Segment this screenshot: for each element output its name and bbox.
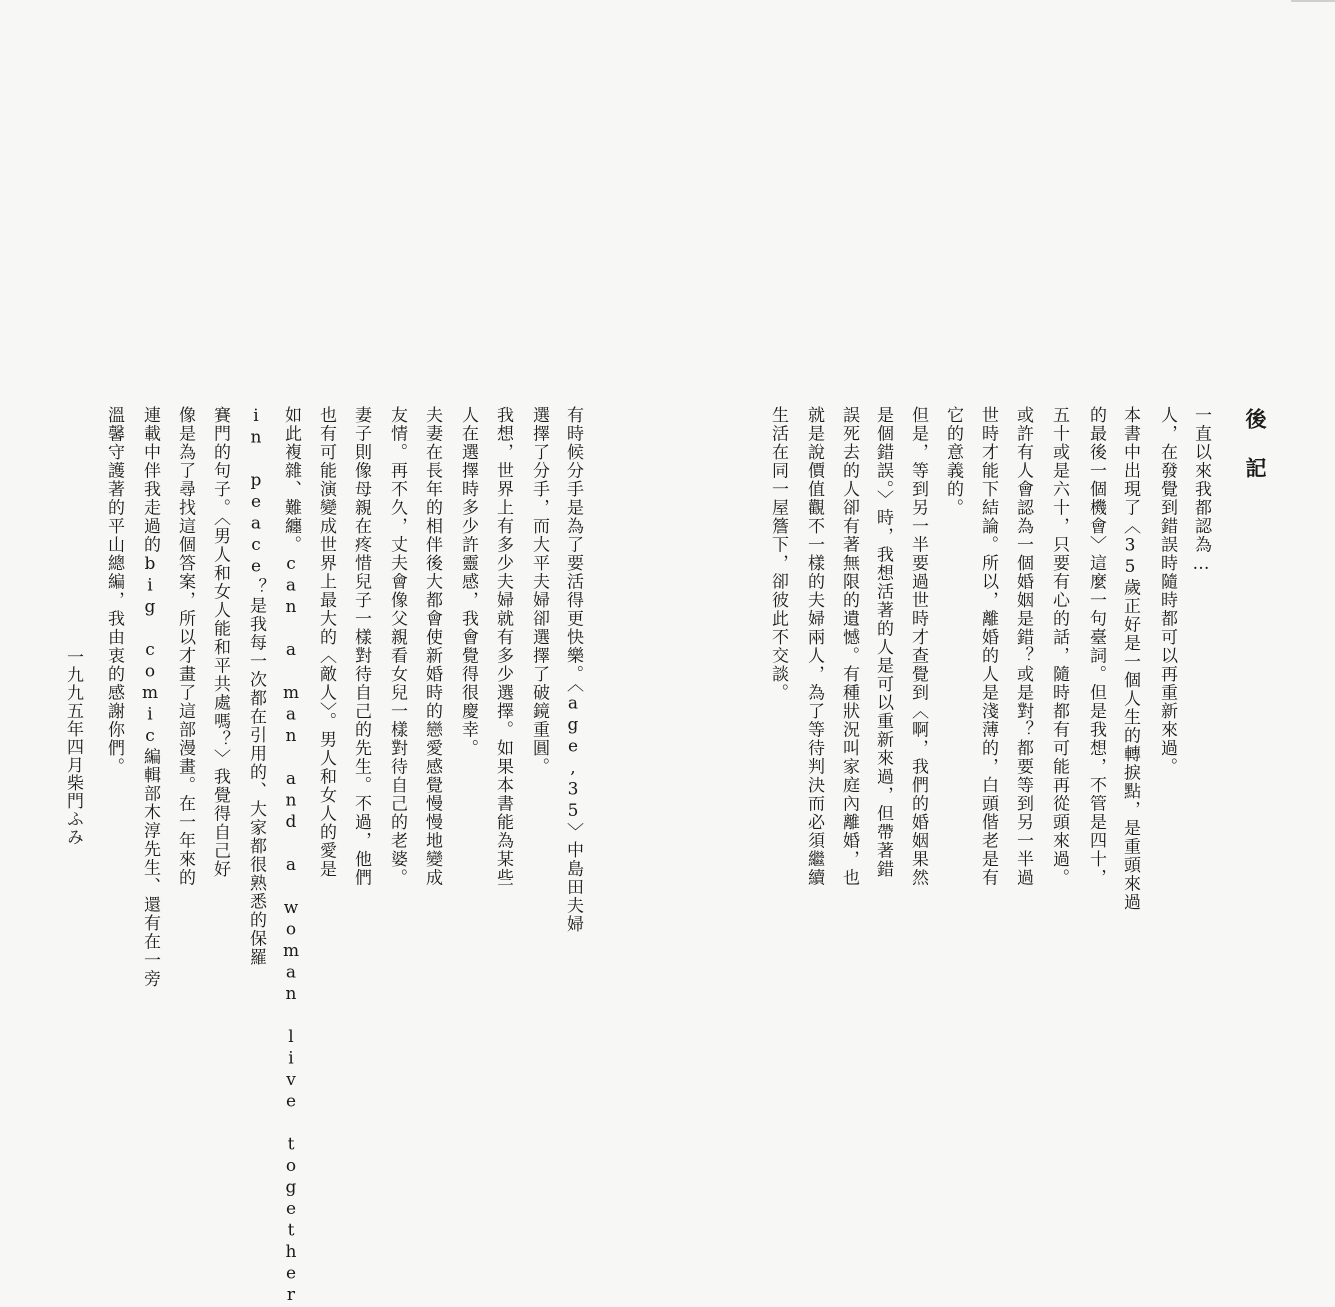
left-page-column: 也有可能演變成世界上最大的〈敵人〉。男人和女人的愛是 [316,406,336,879]
right-page-column: 它的意義的。 [943,406,963,517]
scan-edge-mark [1291,0,1335,2]
right-page-column: 生活在同一屋簷下，卻彼此不交談。 [768,406,788,702]
left-page-column: 如此複雜、難纏。can a man and a woman live together [281,406,301,1307]
left-page-column: 人在選擇時多少許靈感，我會覺得很慶幸。 [458,406,478,758]
left-page-column: 妻子則像母親在疼惜兒子一樣對待自己的先生。不過，他們 [351,406,371,887]
left-page-column: 溫馨守護著的平山總編，我由衷的感謝你們。 [104,406,124,776]
left-page-column: 有時候分手是為了要活得更快樂。〈age,35〉中島田夫婦 [563,406,583,934]
left-page-column: in peace？是我每一次都在引用的、大家都很熟悉的保羅 [246,406,266,967]
right-page-column: 的最後一個機會〉這麼一句臺詞。但是我想，不管是四十， [1086,406,1106,887]
left-page-column: 賽門的句子。〈男人和女人能和平共處嗎？〉我覺得自己好 [210,406,230,879]
left-page-column: 連載中伴我走過的big comic編輯部木淳先生、還有在一旁 [140,406,160,988]
right-page-column: 人，在發覺到錯誤時隨時都可以再重新來過。 [1157,406,1177,776]
right-page-column: 本書中出現了〈35歲正好是一個人生的轉捩點，是重頭來過 [1120,406,1140,912]
page-title: 後記 [1243,408,1268,506]
left-page-column: 夫妻在長年的相伴後大都會使新婚時的戀愛感覺慢慢地變成 [422,406,442,887]
right-page-column: 一直以來我都認為… [1191,406,1211,576]
right-page-column: 五十或是六十，只要有心的話，隨時都有可能再從頭來過。 [1049,406,1069,887]
right-page-column: 誤死去的人卻有著無限的遺憾。有種狀況叫家庭內離婚，也 [839,406,859,887]
left-page-column: 選擇了分手，而大平夫婦卻選擇了破鏡重圓。 [529,406,549,776]
right-page-column: 但是，等到另一半要過世時才查覺到〈啊，我們的婚姻果然 [908,406,928,887]
signature-date: 一九九五年四月柴門ふみ [63,648,83,846]
left-page-column: 像是為了尋找這個答案，所以才畫了這部漫畫。在一年來的 [175,406,195,887]
left-page-column: 我想，世界上有多少夫婦就有多少選擇。如果本書能為某些 [493,406,513,887]
right-page-column: 就是說價值觀不一樣的夫婦兩人，為了等待判決而必須繼續 [804,406,824,887]
right-page-column: 或許有人會認為一個婚姻是錯？或是對？都要等到另一半過 [1013,406,1033,887]
left-page-column: 友情。再不久，丈夫會像父親看女兒一樣對待自己的老婆。 [387,406,407,887]
right-page-column: 世時才能下結論。所以，離婚的人是淺薄的，白頭偕老是有 [978,406,998,887]
right-page-column: 是個錯誤。〉時，我想活著的人是可以重新來過，但帶著錯 [873,406,893,879]
